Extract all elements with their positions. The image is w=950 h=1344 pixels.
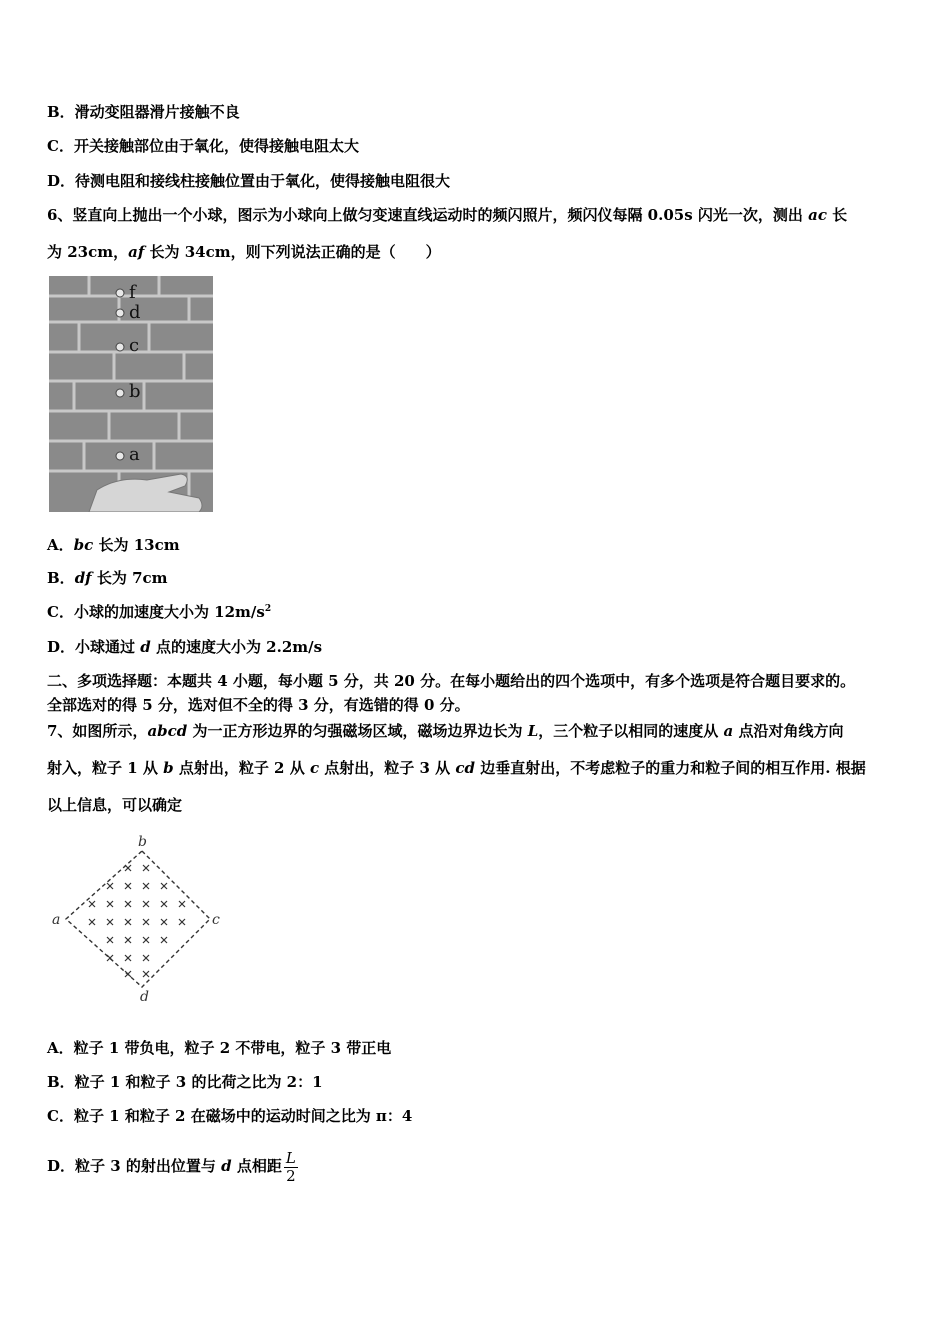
label-b: b: [129, 381, 141, 402]
label-a: a: [129, 444, 140, 465]
var-df: df: [74, 569, 92, 587]
vertex-label-a: a: [52, 912, 61, 928]
q7-text: 7、如图所示，: [47, 722, 148, 740]
q7-text: 点沿对角线方向: [733, 722, 844, 740]
option-prefix: A．: [47, 536, 74, 554]
q6-text: 6、竖直向上抛出一个小球，图示为小球向上做匀变速直线运动时的频闪照片，频闪仪每隔 0.05s 闪光一次，测出: [47, 206, 809, 224]
q7-text: 为一正方形边界的匀强磁场区域，磁场边界边长为: [187, 722, 528, 740]
option-d: D．待测电阻和接线柱接触位置由于氧化，使得接触电阻很大: [47, 172, 451, 190]
var-cd: cd: [455, 759, 476, 777]
q6-text: 长为 34cm，则下列说法正确的是（ ）: [144, 243, 441, 261]
label-d: d: [129, 302, 141, 323]
option-prefix: B．: [47, 569, 75, 587]
option-b: B．滑动变阻器滑片接触不良: [47, 103, 240, 121]
ball-f: [116, 289, 124, 297]
option-prefix: D．粒子 3 的射出位置与: [47, 1157, 222, 1175]
option-text: 长为 13cm: [93, 536, 180, 554]
var-a: a: [723, 722, 734, 740]
q7-option-a: A．粒子 1 带负电，粒子 2 不带电，粒子 3 带正电: [47, 1039, 392, 1057]
q6-stem-line2: [47, 242, 441, 262]
q7-stem-line3: 以上信息，可以确定: [47, 796, 183, 814]
q6-option-c: [47, 602, 271, 622]
q6-var-af: af: [128, 243, 145, 261]
q6-text: 为 23cm，: [47, 243, 129, 261]
q6-text: 长: [826, 206, 848, 224]
q6-option-d: [47, 637, 322, 657]
var-d: d: [221, 1157, 232, 1175]
fraction-denominator: 2: [286, 1166, 296, 1185]
option-text: 长为 7cm: [91, 569, 168, 587]
q6-option-b: [47, 568, 168, 588]
label-c: c: [129, 335, 140, 356]
q7-option-c: C．粒子 1 和粒子 2 在磁场中的运动时间之比为 π：4: [47, 1107, 413, 1125]
var-d: d: [140, 638, 151, 656]
q7-text: 点射出，粒子 3 从: [319, 759, 456, 777]
section-heading: 二、多项选择题：本题共 4 小题，每小题 5 分，共 20 分。在每小题给出的四个选项中，有多个选项是符合题目要求的。: [47, 672, 856, 690]
option-prefix: D．小球通过: [47, 638, 141, 656]
var-bc: bc: [73, 536, 94, 554]
q7-stem-line1: [47, 721, 844, 741]
exponent: 2: [264, 604, 272, 614]
q7-text: ，三个粒子以相同的速度从: [538, 722, 724, 740]
fraction-L-over-2: [284, 1150, 298, 1185]
ball-d: [116, 309, 124, 317]
var-b: b: [163, 759, 174, 777]
var-c: c: [309, 759, 320, 777]
option-text: 点的速度大小为 2.2m/s: [150, 638, 323, 656]
ball-c: [116, 343, 124, 351]
var-L: L: [527, 722, 539, 740]
magnetic-field-diagram: [46, 830, 226, 1005]
fraction-numerator: L: [285, 1148, 296, 1167]
q7-text: 边垂直射出，不考虑粒子的重力和粒子间的相互作用. 根据: [475, 759, 866, 777]
option-text: 点相距: [231, 1157, 282, 1175]
option-c: C．开关接触部位由于氧化，使得接触电阻太大: [47, 137, 359, 155]
square-boundary: [66, 851, 210, 987]
ball-b: [116, 389, 124, 397]
section-instructions: 全部选对的得 5 分，选对但不全的得 3 分，有选错的得 0 分。: [47, 696, 470, 714]
var-abcd: abcd: [147, 722, 188, 740]
vertex-label-c: c: [212, 912, 220, 928]
option-text: C．小球的加速度大小为 12m/s: [47, 603, 265, 621]
q7-option-b: B．粒子 1 和粒子 3 的比荷之比为 2：1: [47, 1073, 323, 1091]
vertex-label-b: b: [138, 834, 147, 850]
q7-option-d: [47, 1142, 298, 1190]
q7-stem-line2: [47, 758, 866, 778]
label-f: f: [129, 282, 136, 303]
q7-text: 射入，粒子 1 从: [47, 759, 164, 777]
vertex-label-d: d: [140, 989, 149, 1005]
q6-var-ac: ac: [808, 206, 827, 224]
ball-a: [116, 452, 124, 460]
q6-stem-line1: [47, 205, 847, 225]
field-crosses: [89, 865, 185, 977]
q6-option-a: [47, 535, 180, 555]
strobe-photo: [49, 276, 213, 512]
q7-text: 点射出，粒子 2 从: [173, 759, 310, 777]
